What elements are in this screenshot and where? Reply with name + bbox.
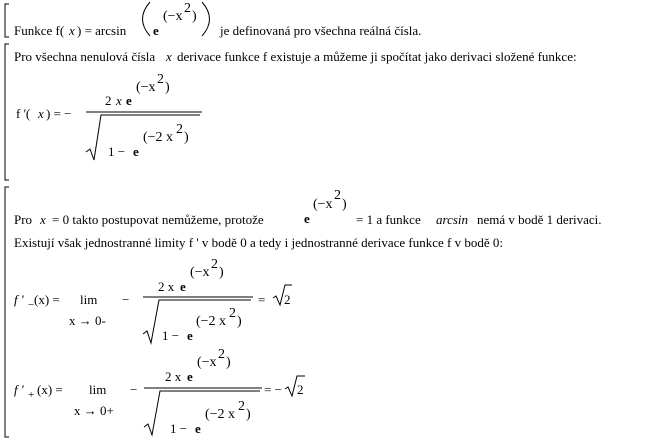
denominator-pre: 1 − <box>108 144 126 159</box>
left-limit-word: lim <box>80 292 98 307</box>
denominator-exp-open: (−2 x <box>143 130 174 145</box>
left-den-exp-open: (−2 x <box>196 314 227 329</box>
variable-x: x <box>40 212 46 227</box>
left-minus: − <box>122 292 130 307</box>
zero-case-text-mid: = 0 takto postupovat nemůžeme, protože <box>52 212 264 227</box>
left-num-exp-close: ) <box>219 265 224 280</box>
definition-text-pre: Funkce f( <box>14 23 65 38</box>
exponent-open: (−x <box>313 197 333 212</box>
right-den-exp-close: ) <box>246 407 251 422</box>
left-numerator: 2 x <box>158 279 175 294</box>
denominator-exp-close: ) <box>184 130 189 145</box>
right-num-exp-close: ) <box>226 355 231 370</box>
denominator-exp-square: 2 <box>176 122 183 137</box>
right-den-exp-open: (−2 x <box>205 407 236 422</box>
left-result-radicand: 2 <box>284 292 291 307</box>
left-den-exp-square: 2 <box>229 306 236 321</box>
left-limit-under: x → 0- <box>69 313 106 328</box>
numerator-exp-square: 2 <box>157 72 164 87</box>
right-limit-word: lim <box>89 382 107 397</box>
right-equals: = − <box>264 382 282 397</box>
numerator-exp-close: ) <box>165 80 170 95</box>
derivative-intro-pre: Pro všechna nenulová čísla <box>14 49 156 64</box>
euler-e: e <box>304 211 310 226</box>
numerator-e: e <box>126 93 132 108</box>
section-bracket-2 <box>5 44 9 180</box>
one-sided-intro: Existují však jednostranné limity f ' v bodě 0 a tedy i jednostranné derivace funkce f v bodě 0: <box>14 235 503 250</box>
variable-x: x <box>166 49 172 64</box>
right-num-exp-open: (−x <box>197 355 217 370</box>
left-numerator-e: e <box>180 279 186 294</box>
right-derivative-sub: + <box>28 389 35 401</box>
right-num-exp-square: 2 <box>218 347 225 362</box>
right-derivative-lhs: (x) = <box>37 382 63 397</box>
derivative-intro-post: derivace funkce f existuje a můžeme ji spočítat jako derivaci složené funkce: <box>177 49 577 64</box>
left-denominator-e: e <box>187 328 193 343</box>
exponent-square: 2 <box>334 188 341 203</box>
numerator-coef: 2 <box>105 93 112 108</box>
left-den-exp-close: ) <box>237 314 242 329</box>
left-derivative-lhs: (x) = <box>34 292 60 307</box>
variable-x: x <box>69 23 75 38</box>
right-numerator: 2 x <box>165 369 182 384</box>
numerator-exp-open: (−x <box>136 80 156 95</box>
arcsin-paren-left <box>143 2 151 36</box>
zero-case-text-mid2: = 1 a funkce <box>356 212 421 227</box>
right-derivative-f: f ' <box>14 382 24 397</box>
definition-text-mid: ) = arcsin <box>77 23 127 38</box>
left-derivative-sub: − <box>28 299 35 311</box>
left-denominator-pre: 1 − <box>162 328 180 343</box>
right-numerator-e: e <box>187 369 193 384</box>
exponent-square: 2 <box>184 1 191 16</box>
section-bracket-3 <box>5 187 9 437</box>
left-derivative-f: f ' <box>14 292 24 307</box>
variable-x: x <box>38 106 44 121</box>
right-den-exp-square: 2 <box>238 399 245 414</box>
left-num-exp-open: (−x <box>190 265 210 280</box>
zero-case-text-post: nemá v bodě 1 derivaci. <box>477 212 602 227</box>
exponent-close: ) <box>192 9 197 24</box>
exponent-open: (−x <box>163 9 183 24</box>
right-denominator-pre: 1 − <box>170 421 188 436</box>
arcsin-word: arcsin <box>436 212 469 227</box>
derivative-lhs-post: ) = − <box>46 106 72 121</box>
left-num-exp-square: 2 <box>211 257 218 272</box>
euler-e: e <box>153 23 159 38</box>
right-denominator-e: e <box>195 421 201 436</box>
denominator-e: e <box>133 144 139 159</box>
right-limit-under: x → 0+ <box>74 403 114 418</box>
zero-case-text-pre: Pro <box>14 212 33 227</box>
exponent-close: ) <box>342 197 347 212</box>
section-bracket-1 <box>5 4 9 37</box>
derivative-lhs-pre: f '( <box>16 106 31 121</box>
right-minus: − <box>130 382 138 397</box>
arcsin-paren-right <box>202 2 210 36</box>
right-result-radicand: 2 <box>297 382 304 397</box>
left-equals: = <box>258 292 266 307</box>
numerator-x: x <box>116 93 122 108</box>
definition-text-post: je definovaná pro všechna reálná čísla. <box>220 23 422 38</box>
